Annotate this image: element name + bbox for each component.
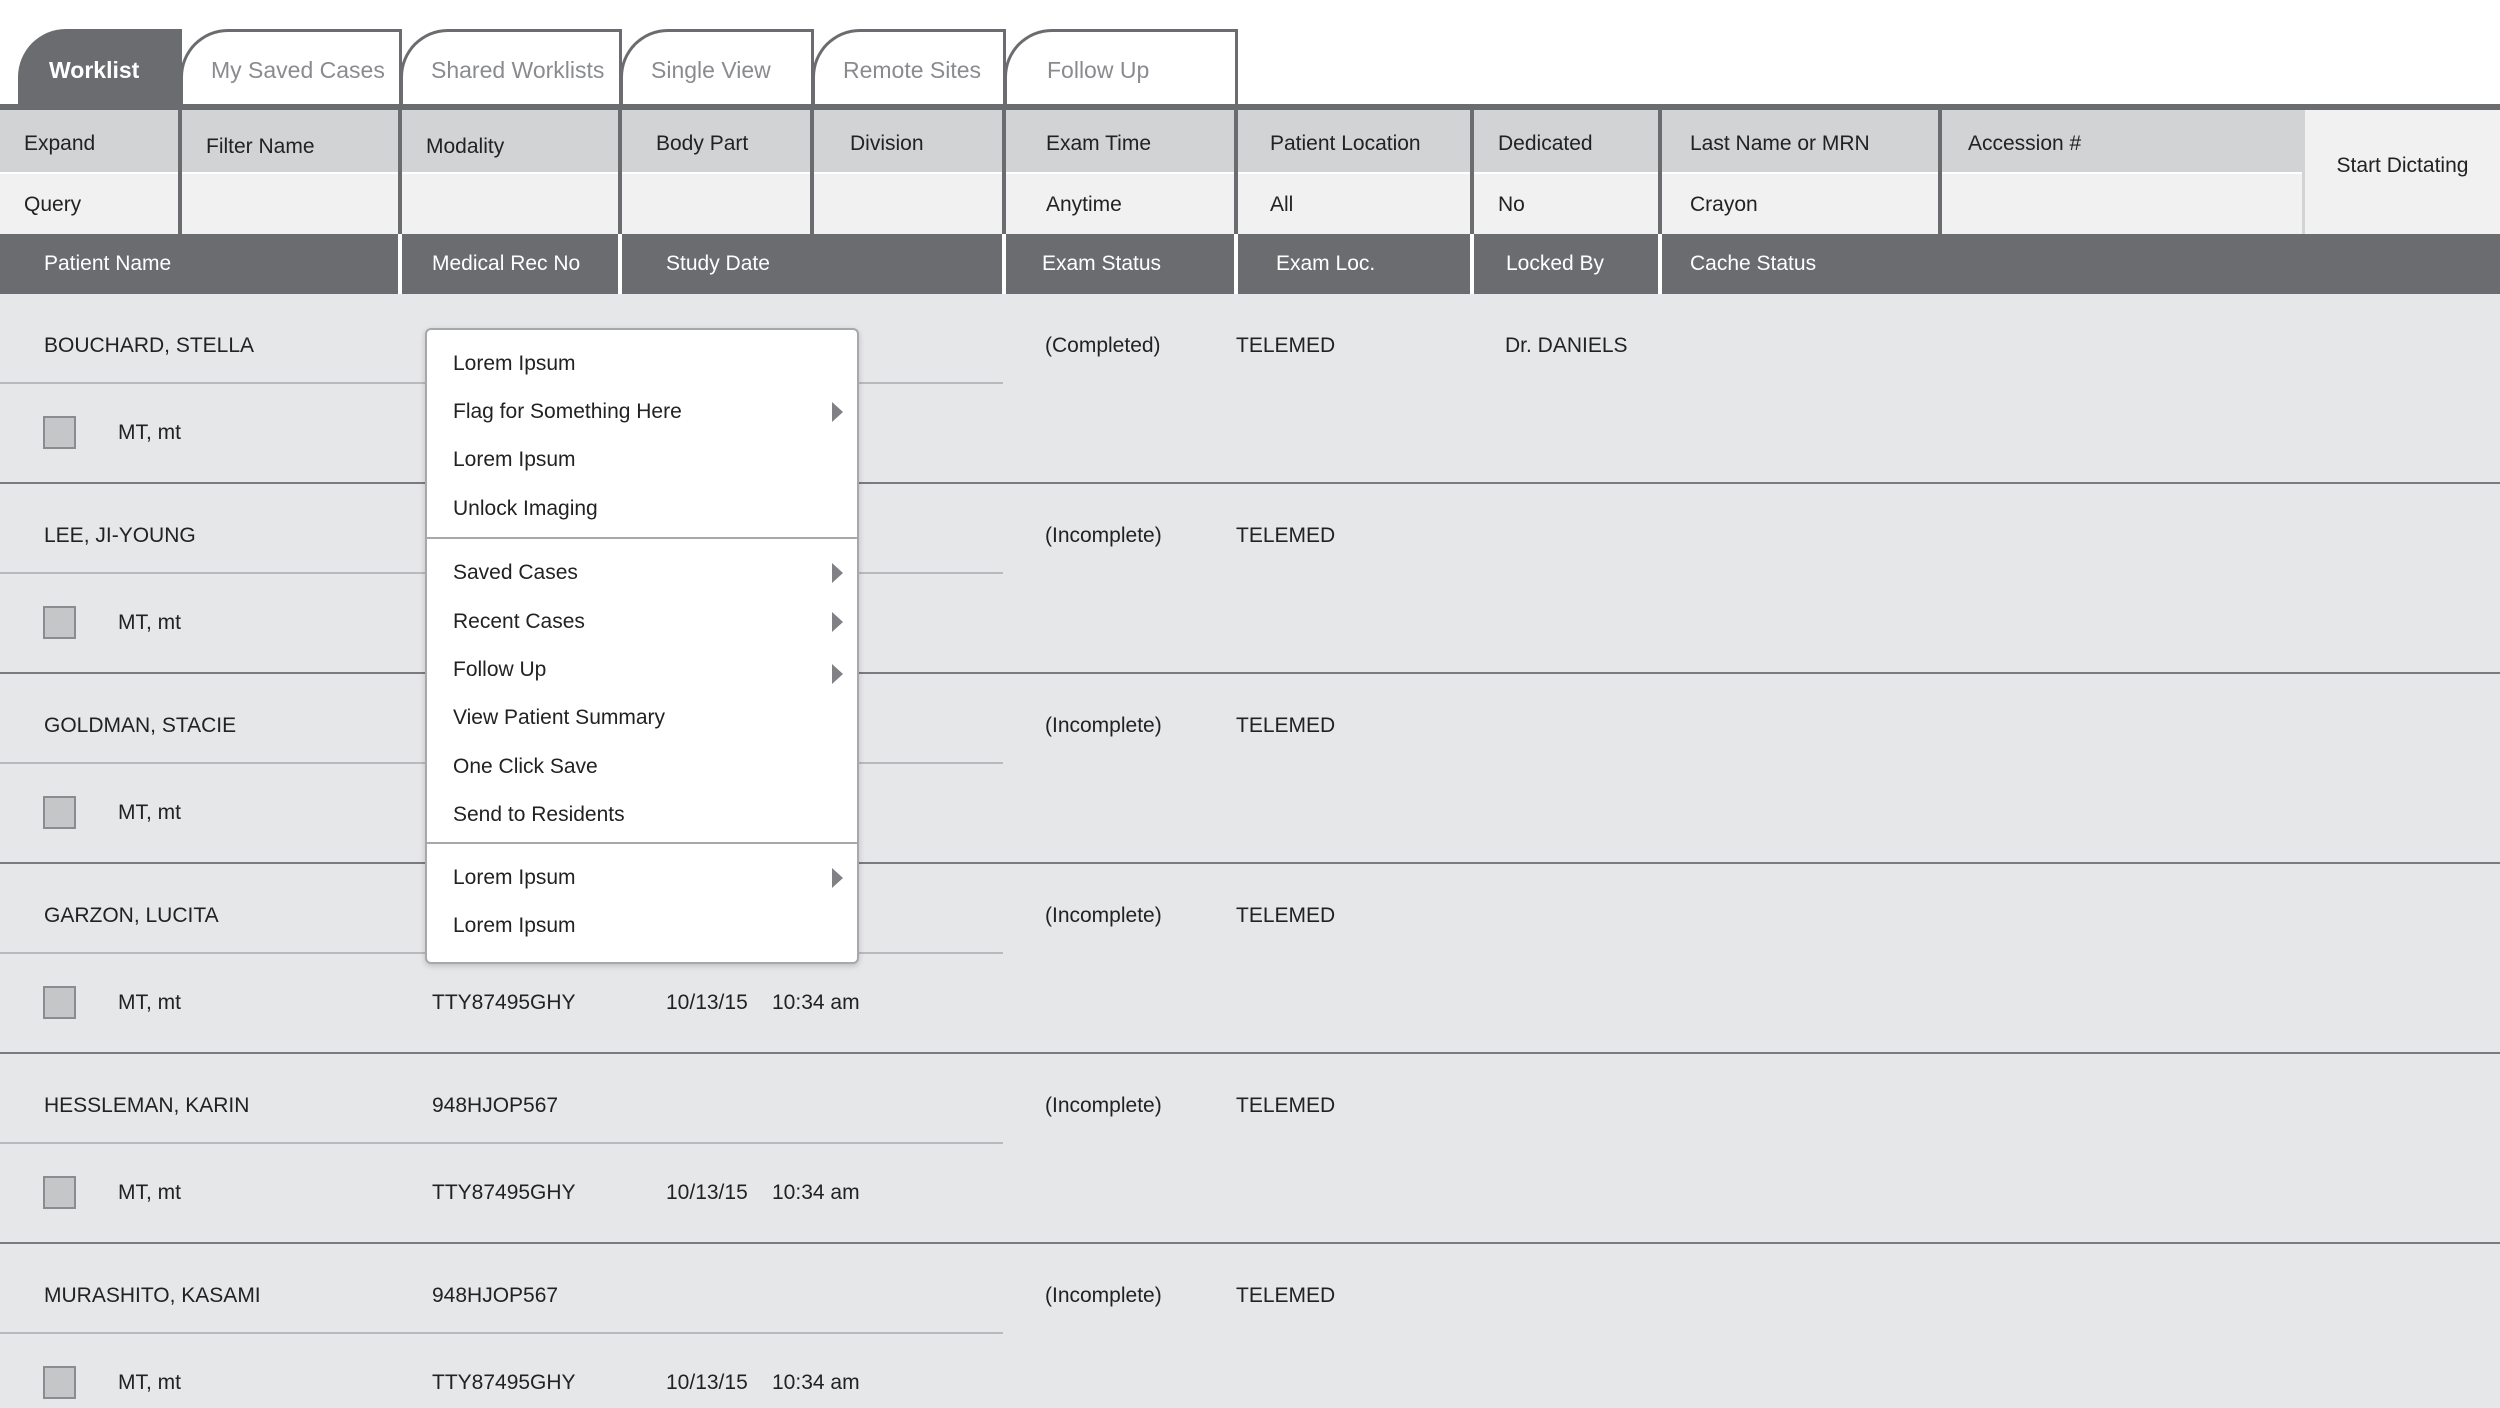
column-separator <box>1658 234 1662 294</box>
column-separator <box>1002 234 1006 294</box>
tab-worklist[interactable] <box>18 29 182 109</box>
column-header-exam-loc[interactable]: Exam Loc. <box>1276 252 1376 275</box>
context-menu <box>425 328 859 964</box>
study-time: 10:34 am <box>772 1181 860 1204</box>
tab-my-saved-cases[interactable] <box>180 29 402 109</box>
medical-rec-no: 948HJOP567 <box>432 1284 559 1307</box>
menu-item-follow-up[interactable] <box>427 646 857 694</box>
submenu-arrow-icon <box>832 563 843 583</box>
filter-value[interactable]: All <box>1238 172 1470 234</box>
filter-exam-time[interactable] <box>1006 110 1238 234</box>
medical-rec-no-secondary: TTY87495GHY <box>432 1371 576 1394</box>
menu-item-label: Flag for Something Here <box>453 400 682 423</box>
menu-separator <box>427 537 857 539</box>
patient-name: MURASHITO, KASAMI <box>44 1284 261 1307</box>
menu-item-label: Unlock Imaging <box>453 497 598 520</box>
patient-name: GARZON, LUCITA <box>44 904 219 927</box>
filter-label: Last Name or MRN <box>1662 110 1938 172</box>
column-separator <box>1470 234 1474 294</box>
start-dictating-button[interactable]: Start Dictating <box>2302 110 2500 234</box>
menu-item-one-click-save[interactable] <box>427 743 857 791</box>
exam-status: (Incomplete) <box>1045 524 1162 547</box>
filter-modality[interactable] <box>402 110 622 234</box>
menu-item-label: Recent Cases <box>453 610 585 633</box>
tab-label: Remote Sites <box>843 57 982 83</box>
column-header-cache-status[interactable]: Cache Status <box>1690 252 1817 275</box>
medical-rec-no-secondary: TTY87495GHY <box>432 1181 576 1204</box>
filter-label: Filter Name <box>182 110 398 172</box>
table-row[interactable] <box>0 1244 2500 1408</box>
sub-label: MT, mt <box>118 611 181 634</box>
filter-value[interactable] <box>814 172 1002 234</box>
filter-last-name-or-mrn[interactable] <box>1662 110 1942 234</box>
study-time: 10:34 am <box>772 991 860 1014</box>
tab-single-view[interactable] <box>620 29 814 109</box>
table-row[interactable] <box>0 674 2500 864</box>
sub-label: MT, mt <box>118 421 181 444</box>
column-separator <box>398 234 402 294</box>
menu-item-label: Lorem Ipsum <box>453 352 576 375</box>
filter-value[interactable]: Anytime <box>1006 172 1234 234</box>
filter-label: Body Part <box>622 110 810 172</box>
exam-location: TELEMED <box>1236 334 1336 357</box>
tab-remote-sites[interactable] <box>812 29 1006 109</box>
study-time: 10:34 am <box>772 1371 860 1394</box>
filter-expand[interactable] <box>0 110 182 234</box>
sub-label: MT, mt <box>118 801 181 824</box>
menu-separator <box>427 842 857 844</box>
menu-item-lorem-ipsum[interactable] <box>427 854 857 902</box>
tab-shared-worklists[interactable] <box>400 29 622 109</box>
column-header-medical-rec-no[interactable]: Medical Rec No <box>432 252 581 275</box>
filter-filter-name[interactable] <box>182 110 402 234</box>
sub-label: MT, mt <box>118 991 181 1014</box>
tab-follow-up[interactable] <box>1004 29 1238 109</box>
exam-status: (Incomplete) <box>1045 1284 1162 1307</box>
submenu-arrow-icon <box>832 868 843 888</box>
tab-label: Worklist <box>49 57 140 83</box>
column-header-locked-by[interactable]: Locked By <box>1506 252 1605 275</box>
menu-item-lorem-ipsum[interactable] <box>427 340 857 388</box>
filter-value[interactable]: Query <box>0 172 178 234</box>
row-divider <box>0 1332 1003 1334</box>
filter-dedicated[interactable] <box>1474 110 1662 234</box>
menu-item-lorem-ipsum[interactable] <box>427 902 857 950</box>
filter-label: Dedicated <box>1474 110 1658 172</box>
filter-bar <box>0 110 2500 234</box>
filter-label: Modality <box>402 110 618 172</box>
menu-item-unlock-imaging[interactable] <box>427 485 857 533</box>
worklist-table <box>0 294 2500 1408</box>
filter-division[interactable] <box>814 110 1006 234</box>
filter-label: Patient Location <box>1238 110 1470 172</box>
exam-location: TELEMED <box>1236 524 1336 547</box>
column-header-exam-status[interactable]: Exam Status <box>1042 252 1162 275</box>
row-checkbox[interactable] <box>43 1176 76 1209</box>
table-row[interactable] <box>0 1054 2500 1244</box>
patient-name: LEE, JI-YOUNG <box>44 524 196 547</box>
table-row[interactable] <box>0 294 2500 484</box>
exam-status: (Incomplete) <box>1045 714 1162 737</box>
row-checkbox[interactable] <box>43 416 76 449</box>
row-checkbox[interactable] <box>43 1366 76 1399</box>
medical-rec-no: 948HJOP567 <box>432 1094 559 1117</box>
patient-name: HESSLEMAN, KARIN <box>44 1094 250 1117</box>
menu-item-send-to-residents[interactable] <box>427 791 857 839</box>
filter-value[interactable]: Crayon <box>1662 172 1938 234</box>
exam-status: (Completed) <box>1045 334 1161 357</box>
exam-location: TELEMED <box>1236 904 1336 927</box>
study-date: 10/13/15 <box>666 991 748 1014</box>
filter-value[interactable] <box>402 172 618 234</box>
study-date: 10/13/15 <box>666 1181 748 1204</box>
menu-item-label: Lorem Ipsum <box>453 914 576 937</box>
exam-location: TELEMED <box>1236 1284 1336 1307</box>
column-header-patient-name[interactable]: Patient Name <box>44 252 172 275</box>
exam-status: (Incomplete) <box>1045 904 1162 927</box>
row-divider <box>0 1142 1003 1144</box>
column-header-bar <box>0 234 2500 294</box>
menu-item-label: Lorem Ipsum <box>453 448 576 471</box>
column-separator <box>618 234 622 294</box>
menu-item-view-patient-summary[interactable] <box>427 694 857 742</box>
row-checkbox[interactable] <box>43 986 76 1019</box>
study-date: 10/13/15 <box>666 1371 748 1394</box>
tab-label: Follow Up <box>1047 57 1150 83</box>
filter-body-part[interactable] <box>622 110 814 234</box>
tab-label: Shared Worklists <box>431 57 605 83</box>
menu-item-recent-cases[interactable] <box>427 598 857 646</box>
sub-label: MT, mt <box>118 1371 181 1394</box>
filter-value[interactable] <box>1942 172 2302 234</box>
menu-item-label: Lorem Ipsum <box>453 866 576 889</box>
filter-value[interactable]: No <box>1474 172 1658 234</box>
filter-label: Expand <box>0 110 178 172</box>
filter-accession[interactable] <box>1942 110 2302 234</box>
menu-item-lorem-ipsum[interactable] <box>427 436 857 484</box>
menu-item-saved-cases[interactable] <box>427 549 857 597</box>
locked-by: Dr. DANIELS <box>1505 334 1628 357</box>
exam-status: (Incomplete) <box>1045 1094 1162 1117</box>
filter-label: Division <box>814 110 1002 172</box>
filter-label: Accession # <box>1942 110 2302 172</box>
exam-location: TELEMED <box>1236 1094 1336 1117</box>
menu-item-label: Send to Residents <box>453 803 625 826</box>
submenu-arrow-icon <box>832 612 843 632</box>
table-row[interactable] <box>0 864 2500 1054</box>
patient-name: BOUCHARD, STELLA <box>44 334 255 357</box>
medical-rec-no-secondary: TTY87495GHY <box>432 991 576 1014</box>
menu-item-label: Saved Cases <box>453 561 578 584</box>
patient-name: GOLDMAN, STACIE <box>44 714 237 737</box>
tab-label: Single View <box>651 57 771 83</box>
column-header-study-date[interactable]: Study Date <box>666 252 770 275</box>
row-checkbox[interactable] <box>43 606 76 639</box>
exam-location: TELEMED <box>1236 714 1336 737</box>
filter-patient-location[interactable] <box>1238 110 1474 234</box>
filter-value[interactable] <box>622 172 810 234</box>
menu-item-flag-for-something-here[interactable] <box>427 388 857 436</box>
submenu-arrow-icon <box>832 402 843 422</box>
menu-item-label: One Click Save <box>453 755 598 778</box>
tab-bar <box>0 0 2500 112</box>
table-row[interactable] <box>0 484 2500 674</box>
filter-label: Exam Time <box>1006 110 1234 172</box>
sub-label: MT, mt <box>118 1181 181 1204</box>
submenu-arrow-icon <box>832 664 843 684</box>
menu-item-label: View Patient Summary <box>453 706 666 729</box>
column-separator <box>1234 234 1238 294</box>
filter-value[interactable] <box>182 172 398 234</box>
row-checkbox[interactable] <box>43 796 76 829</box>
menu-item-label: Follow Up <box>453 658 547 681</box>
tab-label: My Saved Cases <box>211 57 385 83</box>
